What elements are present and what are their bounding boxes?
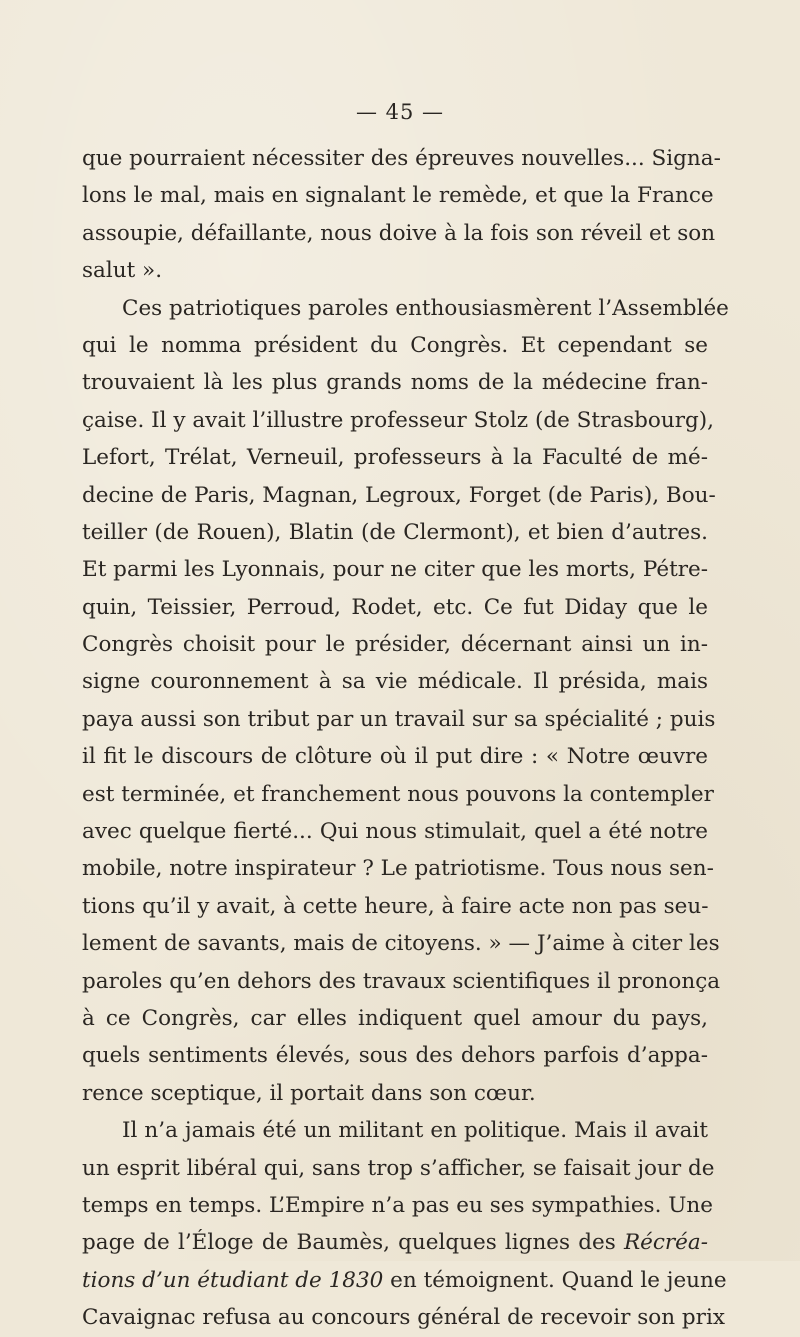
text-line: que pourraient nécessiter des épreuves nouvelles... Signa- bbox=[82, 146, 721, 171]
text-run: page de l’Éloge de Baumès, quelques lignes des bbox=[82, 1230, 624, 1256]
body-text bbox=[82, 140, 729, 1337]
text-line: Lefort, Trélat, Verneuil, professeurs à la Faculté de mé- bbox=[82, 445, 708, 471]
italic-title: tions d’un étudiant de 1830 bbox=[82, 1267, 384, 1293]
text-run: en témoignent. Quand le jeune bbox=[383, 1267, 727, 1293]
text-line: qui le nomma président du Congrès. Et cependant se bbox=[82, 332, 708, 358]
text-line: teiller (de Rouen), Blatin (de Clermont), et bien d’autres. bbox=[82, 519, 708, 545]
text-line: Il n’a jamais été un militant en politique. Mais il avait bbox=[122, 1118, 708, 1144]
text-line: decine de Paris, Magnan, Legroux, Forget (de Paris), Bou- bbox=[82, 482, 716, 508]
text-line: paroles qu’en dehors des travaux scientifiques il prononça bbox=[82, 968, 721, 994]
text-line: Cavaignac refusa au concours général de recevoir son prix bbox=[82, 1305, 725, 1331]
text-line: paya aussi son tribut par un travail sur sa spécialité ; puis bbox=[82, 706, 716, 732]
text-line: lons le mal, mais en signalant le remède, et que la France bbox=[82, 183, 714, 209]
text-line: çaise. Il y avait l’illustre professeur Stolz (de Strasbourg), bbox=[82, 407, 714, 433]
text-line bbox=[82, 1224, 708, 1261]
page-number: — 45 — bbox=[355, 100, 445, 124]
text-line: Ces patriotiques paroles enthousiasmèrent l’Assemblée bbox=[122, 295, 729, 321]
text-line: mobile, notre inspirateur ? Le patriotisme. Tous nous sen- bbox=[82, 856, 714, 882]
text-line: Et parmi les Lyonnais, pour ne citer que les morts, Pétre- bbox=[82, 557, 708, 583]
text-line: avec quelque fierté... Qui nous stimulait, quel a été notre bbox=[82, 819, 708, 845]
text-line: Congrès choisit pour le présider, décernant ainsi un in- bbox=[82, 632, 708, 658]
text-line: assoupie, défaillante, nous doive à la fois son réveil et son bbox=[82, 220, 716, 246]
text-line: rence sceptique, il portait dans son cœur. bbox=[82, 1080, 536, 1106]
text-line: un esprit libéral qui, sans trop s’afficher, se faisait jour de bbox=[82, 1155, 715, 1181]
text-line: salut ». bbox=[82, 258, 163, 284]
italic-title: Récréa- bbox=[623, 1230, 708, 1256]
text-line: est terminée, et franchement nous pouvons la contempler bbox=[82, 781, 714, 807]
text-line: quels sentiments élevés, sous des dehors parfois d’appa- bbox=[82, 1043, 708, 1069]
text-line: tions qu’il y avait, à cette heure, à faire acte non pas seu- bbox=[82, 893, 709, 919]
text-line: quin, Teissier, Perroud, Rodet, etc. Ce fut Diday que le bbox=[82, 594, 708, 620]
text-line: signe couronnement à sa vie médicale. Il présida, mais bbox=[82, 669, 708, 695]
text-line: à ce Congrès, car elles indiquent quel amour du pays, bbox=[82, 1005, 708, 1031]
text-line bbox=[82, 1262, 727, 1299]
text-line: lement de savants, mais de citoyens. » — J’aime à citer les bbox=[82, 931, 720, 957]
text-line: temps en temps. L’Empire n’a pas eu ses sympathies. Une bbox=[82, 1192, 713, 1218]
text-line: il fit le discours de clôture où il put dire : « Notre œuvre bbox=[82, 744, 708, 770]
text-line: trouvaient là les plus grands noms de la médecine fran- bbox=[82, 370, 708, 396]
